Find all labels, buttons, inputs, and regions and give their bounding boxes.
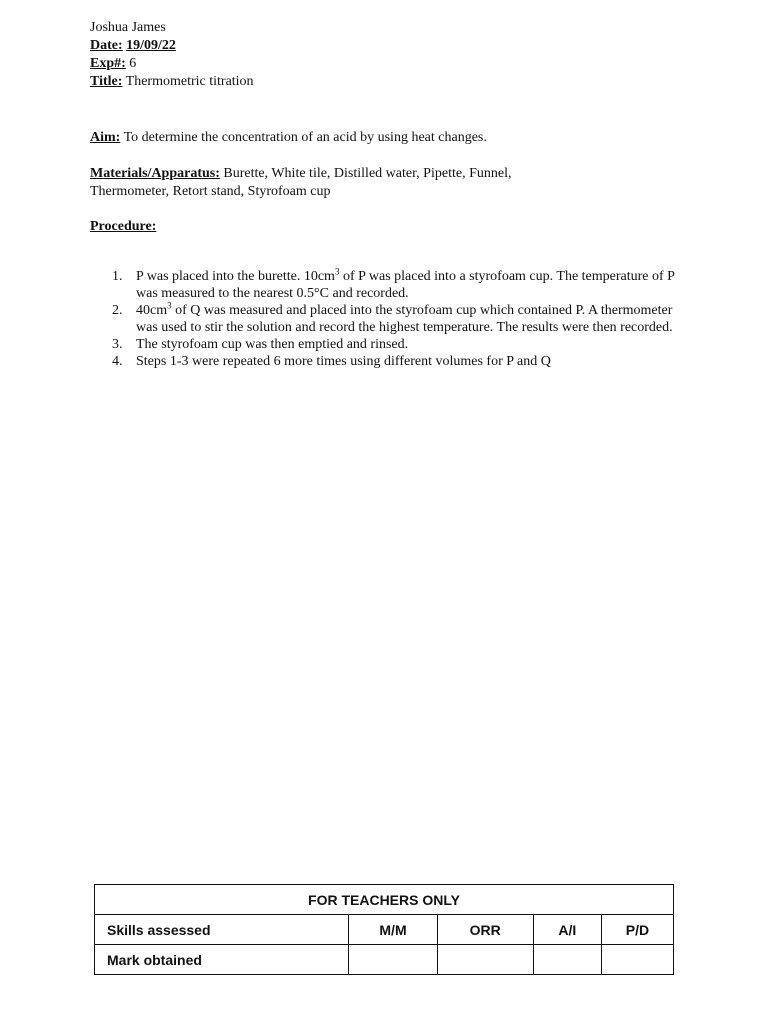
aim-text: To determine the concentration of an acid by using heat changes. (123, 130, 487, 145)
aim-label: Aim: (90, 130, 121, 145)
mark-cell-ai (533, 945, 601, 975)
date-value: 19/09/22 (126, 38, 176, 53)
step-text: 40cm (136, 303, 168, 318)
step-number: 4. (112, 354, 123, 369)
title-label: Title: (90, 74, 123, 89)
aim-line (90, 129, 487, 146)
step-text: The styrofoam cup was then emptied and rinsed. (136, 337, 409, 352)
procedure-step-2 (112, 302, 692, 336)
step-text: of P was placed into a styrofoam cup. The temperature of P was measured to the nearest 0.5°C and recorded. (136, 269, 675, 301)
date-line (90, 37, 176, 54)
author-name: Joshua James (90, 20, 166, 35)
step-text: of Q was measured and placed into the styrofoam cup which contained P. A thermometer was used to stir the solution and record the highest temperature. The results were then recorded. (136, 303, 673, 335)
procedure-list (112, 268, 692, 370)
col-pd: P/D (601, 915, 673, 945)
col-mm: M/M (349, 915, 437, 945)
title-line (90, 73, 254, 90)
mark-obtained-label: Mark obtained (95, 945, 349, 975)
step-text: Steps 1-3 were repeated 6 more times using different volumes for P and Q (136, 354, 551, 369)
step-number: 1. (112, 269, 123, 284)
exp-value: 6 (129, 56, 137, 71)
procedure-step-3 (112, 336, 692, 353)
title-value: Thermometric titration (125, 74, 254, 89)
procedure-step-4 (112, 353, 692, 370)
col-orr: ORR (437, 915, 533, 945)
col-ai: A/I (533, 915, 601, 945)
materials-line1 (90, 165, 511, 182)
exp-line (90, 55, 136, 72)
mark-cell-pd (601, 945, 673, 975)
superscript: 3 (167, 300, 172, 311)
teachers-table (94, 884, 674, 975)
mark-cell-orr (437, 945, 533, 975)
materials-label: Materials/Apparatus: (90, 166, 220, 181)
procedure-heading (90, 218, 156, 235)
skills-assessed-label: Skills assessed (95, 915, 349, 945)
step-number: 3. (112, 337, 123, 352)
teachers-table-title: FOR TEACHERS ONLY (95, 885, 674, 915)
mark-cell-mm (349, 945, 437, 975)
materials-text-1: Burette, White tile, Distilled water, Pipette, Funnel, (223, 166, 512, 181)
materials-line2: Thermometer, Retort stand, Styrofoam cup (90, 184, 331, 199)
date-label: Date: (90, 38, 123, 53)
exp-label: Exp#: (90, 56, 126, 71)
procedure-label: Procedure: (90, 219, 157, 234)
procedure-step-1 (112, 268, 692, 302)
step-number: 2. (112, 303, 123, 318)
superscript: 3 (334, 266, 340, 277)
step-text: P was placed into the burette. 10cm (136, 269, 335, 284)
